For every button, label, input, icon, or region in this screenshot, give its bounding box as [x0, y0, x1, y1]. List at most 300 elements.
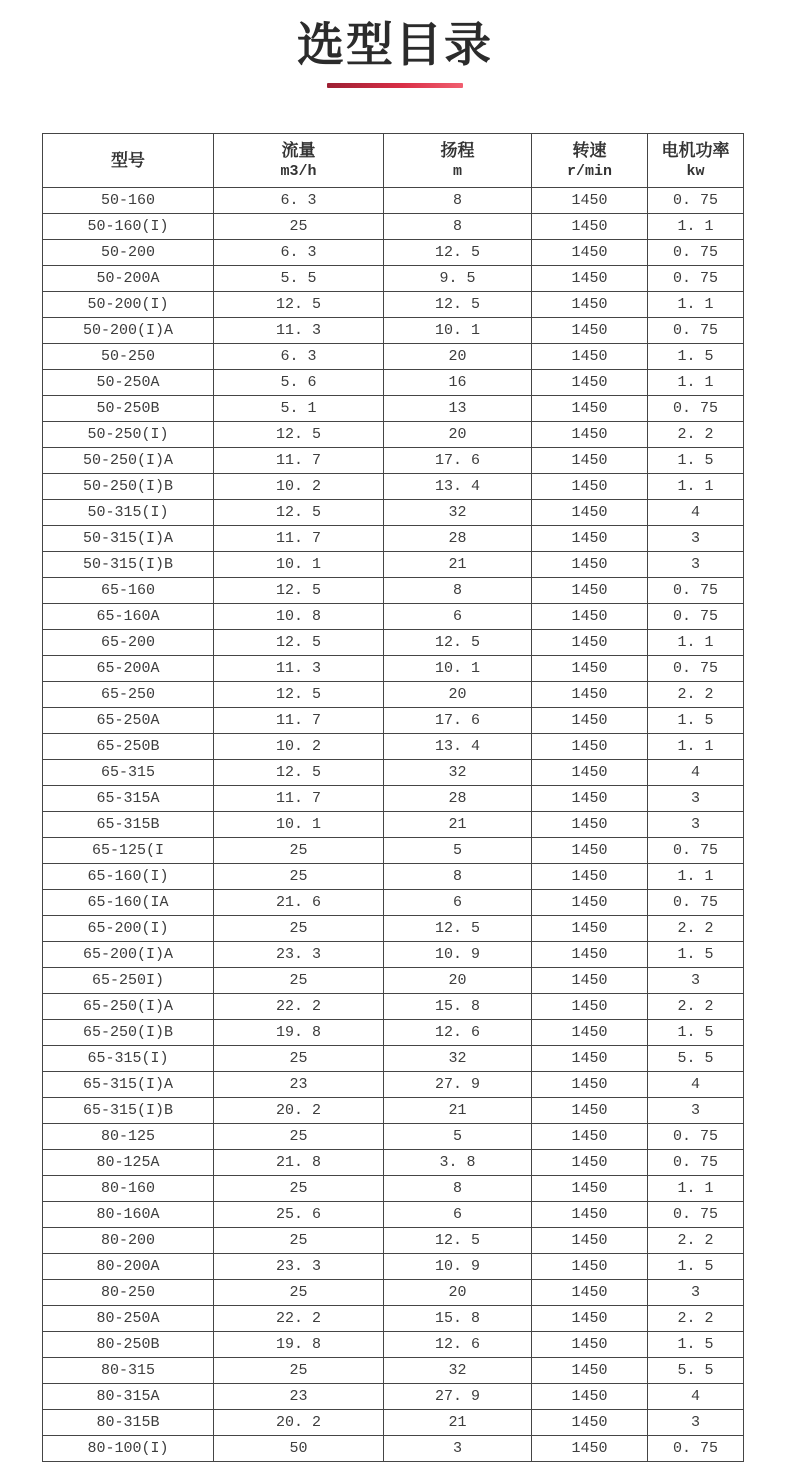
cell-model: 50-250: [43, 344, 214, 370]
cell-flow: 25. 6: [214, 1202, 384, 1228]
cell-flow: 25: [214, 1124, 384, 1150]
cell-model: 80-125: [43, 1124, 214, 1150]
cell-head: 10. 1: [384, 318, 532, 344]
cell-speed: 1450: [532, 500, 648, 526]
cell-model: 80-315: [43, 1358, 214, 1384]
cell-speed: 1450: [532, 994, 648, 1020]
cell-flow: 6. 3: [214, 344, 384, 370]
cell-model: 65-250(I)A: [43, 994, 214, 1020]
table-row: [43, 1046, 744, 1072]
cell-power: 2. 2: [648, 682, 744, 708]
cell-power: 1. 1: [648, 292, 744, 318]
cell-head: 20: [384, 344, 532, 370]
cell-head: 8: [384, 1176, 532, 1202]
table-row: [43, 1358, 744, 1384]
cell-head: 32: [384, 1046, 532, 1072]
cell-model: 65-160(I): [43, 864, 214, 890]
table-row: [43, 604, 744, 630]
cell-flow: 5. 1: [214, 396, 384, 422]
cell-model: 80-160A: [43, 1202, 214, 1228]
cell-flow: 10. 1: [214, 552, 384, 578]
cell-flow: 22. 2: [214, 1306, 384, 1332]
cell-head: 21: [384, 1410, 532, 1436]
table-row: [43, 1020, 744, 1046]
cell-speed: 1450: [532, 292, 648, 318]
cell-speed: 1450: [532, 942, 648, 968]
cell-power: 1. 5: [648, 344, 744, 370]
cell-flow: 25: [214, 916, 384, 942]
cell-flow: 12. 5: [214, 292, 384, 318]
cell-head: 6: [384, 1202, 532, 1228]
cell-flow: 12. 5: [214, 760, 384, 786]
cell-model: 65-315A: [43, 786, 214, 812]
cell-model: 80-125A: [43, 1150, 214, 1176]
cell-flow: 12. 5: [214, 630, 384, 656]
cell-speed: 1450: [532, 1098, 648, 1124]
cell-flow: 25: [214, 214, 384, 240]
cell-speed: 1450: [532, 968, 648, 994]
cell-head: 12. 5: [384, 292, 532, 318]
cell-model: 50-315(I): [43, 500, 214, 526]
table-row: [43, 838, 744, 864]
cell-head: 16: [384, 370, 532, 396]
cell-power: 3: [648, 812, 744, 838]
cell-model: 65-315(I)B: [43, 1098, 214, 1124]
table-row: [43, 1410, 744, 1436]
table-row: [43, 214, 744, 240]
cell-head: 32: [384, 500, 532, 526]
column-header-model: [43, 134, 214, 188]
table-row: [43, 578, 744, 604]
header-row: [43, 134, 744, 188]
cell-head: 5: [384, 838, 532, 864]
cell-head: 12. 5: [384, 916, 532, 942]
cell-power: 4: [648, 1072, 744, 1098]
cell-flow: 5. 6: [214, 370, 384, 396]
table-row: [43, 1384, 744, 1410]
cell-power: 0. 75: [648, 1124, 744, 1150]
cell-flow: 25: [214, 864, 384, 890]
cell-speed: 1450: [532, 1358, 648, 1384]
cell-speed: 1450: [532, 1046, 648, 1072]
cell-head: 10. 9: [384, 1254, 532, 1280]
cell-head: 12. 6: [384, 1020, 532, 1046]
cell-model: 65-125(I: [43, 838, 214, 864]
cell-model: 50-200(I): [43, 292, 214, 318]
cell-model: 65-250I): [43, 968, 214, 994]
cell-flow: 19. 8: [214, 1020, 384, 1046]
table-row: [43, 396, 744, 422]
cell-head: 13. 4: [384, 734, 532, 760]
cell-head: 13: [384, 396, 532, 422]
cell-head: 17. 6: [384, 708, 532, 734]
cell-head: 20: [384, 1280, 532, 1306]
cell-flow: 25: [214, 1228, 384, 1254]
cell-speed: 1450: [532, 474, 648, 500]
cell-speed: 1450: [532, 838, 648, 864]
cell-speed: 1450: [532, 526, 648, 552]
cell-head: 27. 9: [384, 1384, 532, 1410]
cell-flow: 10. 2: [214, 474, 384, 500]
cell-speed: 1450: [532, 760, 648, 786]
table-row: [43, 968, 744, 994]
cell-flow: 11. 7: [214, 708, 384, 734]
table-row: [43, 500, 744, 526]
cell-power: 2. 2: [648, 1306, 744, 1332]
column-unit: m3/h: [280, 162, 317, 180]
cell-speed: 1450: [532, 890, 648, 916]
table-row: [43, 760, 744, 786]
cell-head: 32: [384, 1358, 532, 1384]
cell-power: 4: [648, 500, 744, 526]
column-label: 转速: [572, 141, 607, 161]
cell-model: 65-250: [43, 682, 214, 708]
table-row: [43, 708, 744, 734]
cell-power: 0. 75: [648, 1150, 744, 1176]
cell-model: 80-160: [43, 1176, 214, 1202]
cell-speed: 1450: [532, 604, 648, 630]
table-row: [43, 474, 744, 500]
cell-speed: 1450: [532, 1306, 648, 1332]
cell-power: 3: [648, 552, 744, 578]
column-header-head: [384, 134, 532, 188]
cell-speed: 1450: [532, 188, 648, 214]
table-row: [43, 1098, 744, 1124]
column-unit: m: [452, 162, 462, 180]
cell-flow: 5. 5: [214, 266, 384, 292]
column-header-power: [648, 134, 744, 188]
table-row: [43, 318, 744, 344]
cell-power: 0. 75: [648, 890, 744, 916]
column-unit: r/min: [566, 162, 612, 180]
cell-head: 12. 5: [384, 630, 532, 656]
table-row: [43, 1332, 744, 1358]
cell-head: 3: [384, 1436, 532, 1462]
table-row: [43, 1202, 744, 1228]
cell-speed: 1450: [532, 916, 648, 942]
cell-speed: 1450: [532, 214, 648, 240]
cell-model: 65-250(I)B: [43, 1020, 214, 1046]
cell-head: 32: [384, 760, 532, 786]
cell-speed: 1450: [532, 682, 648, 708]
cell-head: 8: [384, 578, 532, 604]
cell-power: 1. 5: [648, 1332, 744, 1358]
cell-model: 50-250B: [43, 396, 214, 422]
cell-flow: 20. 2: [214, 1098, 384, 1124]
cell-head: 21: [384, 1098, 532, 1124]
cell-flow: 22. 2: [214, 994, 384, 1020]
cell-head: 6: [384, 604, 532, 630]
cell-head: 12. 5: [384, 240, 532, 266]
cell-power: 3: [648, 786, 744, 812]
table-row: [43, 422, 744, 448]
table-row: [43, 682, 744, 708]
cell-head: 20: [384, 682, 532, 708]
column-unit: kw: [686, 162, 705, 180]
column-header-speed: [532, 134, 648, 188]
table-row: [43, 916, 744, 942]
cell-flow: 23. 3: [214, 942, 384, 968]
table-row: [43, 1176, 744, 1202]
cell-model: 80-250B: [43, 1332, 214, 1358]
cell-power: 2. 2: [648, 422, 744, 448]
cell-model: 65-200(I)A: [43, 942, 214, 968]
cell-flow: 10. 8: [214, 604, 384, 630]
cell-flow: 23. 3: [214, 1254, 384, 1280]
cell-speed: 1450: [532, 1150, 648, 1176]
cell-power: 2. 2: [648, 916, 744, 942]
table-row: [43, 1280, 744, 1306]
cell-power: 1. 5: [648, 708, 744, 734]
cell-head: 9. 5: [384, 266, 532, 292]
cell-head: 5: [384, 1124, 532, 1150]
cell-power: 5. 5: [648, 1358, 744, 1384]
cell-speed: 1450: [532, 266, 648, 292]
table-row: [43, 786, 744, 812]
cell-speed: 1450: [532, 1410, 648, 1436]
cell-flow: 21. 6: [214, 890, 384, 916]
cell-speed: 1450: [532, 812, 648, 838]
cell-power: 0. 75: [648, 1436, 744, 1462]
cell-model: 50-200A: [43, 266, 214, 292]
cell-model: 65-200A: [43, 656, 214, 682]
cell-model: 65-315: [43, 760, 214, 786]
cell-flow: 11. 3: [214, 656, 384, 682]
table-row: [43, 994, 744, 1020]
column-header-flow: [214, 134, 384, 188]
cell-speed: 1450: [532, 734, 648, 760]
cell-head: 20: [384, 422, 532, 448]
cell-power: 4: [648, 760, 744, 786]
cell-power: 1. 1: [648, 734, 744, 760]
cell-speed: 1450: [532, 422, 648, 448]
cell-model: 50-315(I)A: [43, 526, 214, 552]
selection-catalog-table: [42, 133, 744, 1462]
column-label: 型号: [111, 150, 145, 170]
cell-head: 15. 8: [384, 994, 532, 1020]
cell-model: 80-315B: [43, 1410, 214, 1436]
cell-power: 0. 75: [648, 578, 744, 604]
cell-power: 1. 5: [648, 1254, 744, 1280]
cell-model: 80-200: [43, 1228, 214, 1254]
cell-flow: 23: [214, 1072, 384, 1098]
cell-flow: 11. 3: [214, 318, 384, 344]
cell-flow: 12. 5: [214, 578, 384, 604]
table-row: [43, 1150, 744, 1176]
cell-power: 1. 5: [648, 1020, 744, 1046]
table-row: [43, 370, 744, 396]
table-row: [43, 1228, 744, 1254]
cell-flow: 12. 5: [214, 500, 384, 526]
cell-power: 0. 75: [648, 188, 744, 214]
cell-model: 65-160(IA: [43, 890, 214, 916]
table-row: [43, 292, 744, 318]
column-label: 流量: [281, 141, 316, 161]
cell-speed: 1450: [532, 1384, 648, 1410]
cell-power: 5. 5: [648, 1046, 744, 1072]
cell-power: 3: [648, 1280, 744, 1306]
cell-flow: 25: [214, 1046, 384, 1072]
cell-model: 65-315(I)A: [43, 1072, 214, 1098]
cell-speed: 1450: [532, 448, 648, 474]
cell-model: 50-200(I)A: [43, 318, 214, 344]
cell-power: 1. 1: [648, 864, 744, 890]
cell-flow: 12. 5: [214, 422, 384, 448]
cell-power: 4: [648, 1384, 744, 1410]
cell-model: 65-315(I): [43, 1046, 214, 1072]
cell-model: 50-250(I)A: [43, 448, 214, 474]
cell-model: 65-200(I): [43, 916, 214, 942]
cell-power: 3: [648, 1098, 744, 1124]
cell-model: 80-200A: [43, 1254, 214, 1280]
cell-model: 65-160A: [43, 604, 214, 630]
cell-head: 8: [384, 864, 532, 890]
table-row: [43, 1072, 744, 1098]
cell-flow: 50: [214, 1436, 384, 1462]
cell-flow: 11. 7: [214, 786, 384, 812]
table-row: [43, 864, 744, 890]
cell-flow: 10. 2: [214, 734, 384, 760]
cell-model: 80-315A: [43, 1384, 214, 1410]
cell-power: 0. 75: [648, 266, 744, 292]
cell-model: 80-250: [43, 1280, 214, 1306]
cell-power: 0. 75: [648, 318, 744, 344]
cell-model: 50-200: [43, 240, 214, 266]
table-row: [43, 656, 744, 682]
cell-model: 50-250(I)B: [43, 474, 214, 500]
cell-power: 1. 1: [648, 214, 744, 240]
cell-speed: 1450: [532, 1072, 648, 1098]
table-body: [43, 188, 744, 1462]
table-row: [43, 526, 744, 552]
column-label: 电机功率: [661, 141, 730, 161]
table-row: [43, 552, 744, 578]
cell-speed: 1450: [532, 578, 648, 604]
cell-flow: 10. 1: [214, 812, 384, 838]
cell-model: 50-250A: [43, 370, 214, 396]
cell-head: 12. 6: [384, 1332, 532, 1358]
cell-power: 1. 1: [648, 474, 744, 500]
cell-power: 0. 75: [648, 396, 744, 422]
table-row: [43, 812, 744, 838]
cell-speed: 1450: [532, 240, 648, 266]
cell-flow: 6. 3: [214, 240, 384, 266]
cell-flow: 12. 5: [214, 682, 384, 708]
cell-power: 1. 1: [648, 370, 744, 396]
cell-flow: 25: [214, 1358, 384, 1384]
cell-power: 0. 75: [648, 656, 744, 682]
cell-model: 65-200: [43, 630, 214, 656]
cell-speed: 1450: [532, 1332, 648, 1358]
table-row: [43, 344, 744, 370]
cell-power: 3: [648, 526, 744, 552]
cell-power: 2. 2: [648, 1228, 744, 1254]
cell-head: 10. 9: [384, 942, 532, 968]
cell-flow: 11. 7: [214, 526, 384, 552]
cell-model: 50-160: [43, 188, 214, 214]
cell-head: 10. 1: [384, 656, 532, 682]
cell-model: 80-100(I): [43, 1436, 214, 1462]
cell-flow: 25: [214, 968, 384, 994]
cell-speed: 1450: [532, 396, 648, 422]
cell-model: 65-250B: [43, 734, 214, 760]
table-row: [43, 942, 744, 968]
table-row: [43, 1306, 744, 1332]
table-row: [43, 890, 744, 916]
cell-flow: 19. 8: [214, 1332, 384, 1358]
table-row: [43, 1124, 744, 1150]
cell-power: 0. 75: [648, 604, 744, 630]
table-row: [43, 448, 744, 474]
column-label: 扬程: [440, 141, 475, 161]
table-row: [43, 240, 744, 266]
cell-model: 50-160(I): [43, 214, 214, 240]
cell-speed: 1450: [532, 552, 648, 578]
title-underline: [327, 83, 463, 88]
table-header: [43, 134, 744, 188]
cell-flow: 11. 7: [214, 448, 384, 474]
cell-power: 1. 1: [648, 1176, 744, 1202]
cell-head: 12. 5: [384, 1228, 532, 1254]
table-row: [43, 1254, 744, 1280]
cell-flow: 25: [214, 1176, 384, 1202]
cell-flow: 6. 3: [214, 188, 384, 214]
cell-head: 28: [384, 786, 532, 812]
cell-model: 65-160: [43, 578, 214, 604]
cell-power: 1. 5: [648, 942, 744, 968]
cell-flow: 25: [214, 1280, 384, 1306]
cell-speed: 1450: [532, 656, 648, 682]
cell-head: 21: [384, 812, 532, 838]
cell-speed: 1450: [532, 1436, 648, 1462]
cell-model: 80-250A: [43, 1306, 214, 1332]
cell-head: 8: [384, 188, 532, 214]
cell-speed: 1450: [532, 1228, 648, 1254]
cell-head: 3. 8: [384, 1150, 532, 1176]
cell-head: 13. 4: [384, 474, 532, 500]
cell-head: 8: [384, 214, 532, 240]
cell-speed: 1450: [532, 1176, 648, 1202]
cell-power: 0. 75: [648, 838, 744, 864]
cell-flow: 20. 2: [214, 1410, 384, 1436]
cell-model: 50-250(I): [43, 422, 214, 448]
cell-speed: 1450: [532, 344, 648, 370]
cell-speed: 1450: [532, 708, 648, 734]
cell-head: 27. 9: [384, 1072, 532, 1098]
cell-power: 3: [648, 1410, 744, 1436]
cell-speed: 1450: [532, 1202, 648, 1228]
cell-power: 0. 75: [648, 240, 744, 266]
cell-speed: 1450: [532, 786, 648, 812]
cell-power: 1. 1: [648, 630, 744, 656]
cell-speed: 1450: [532, 1020, 648, 1046]
cell-power: 0. 75: [648, 1202, 744, 1228]
table-row: [43, 266, 744, 292]
table-row: [43, 630, 744, 656]
page-title: 选型目录: [297, 18, 493, 71]
table-row: [43, 188, 744, 214]
cell-model: 65-250A: [43, 708, 214, 734]
cell-head: 28: [384, 526, 532, 552]
cell-flow: 25: [214, 838, 384, 864]
cell-speed: 1450: [532, 1280, 648, 1306]
cell-flow: 21. 8: [214, 1150, 384, 1176]
cell-speed: 1450: [532, 1124, 648, 1150]
cell-head: 17. 6: [384, 448, 532, 474]
cell-head: 6: [384, 890, 532, 916]
cell-model: 65-315B: [43, 812, 214, 838]
cell-speed: 1450: [532, 318, 648, 344]
